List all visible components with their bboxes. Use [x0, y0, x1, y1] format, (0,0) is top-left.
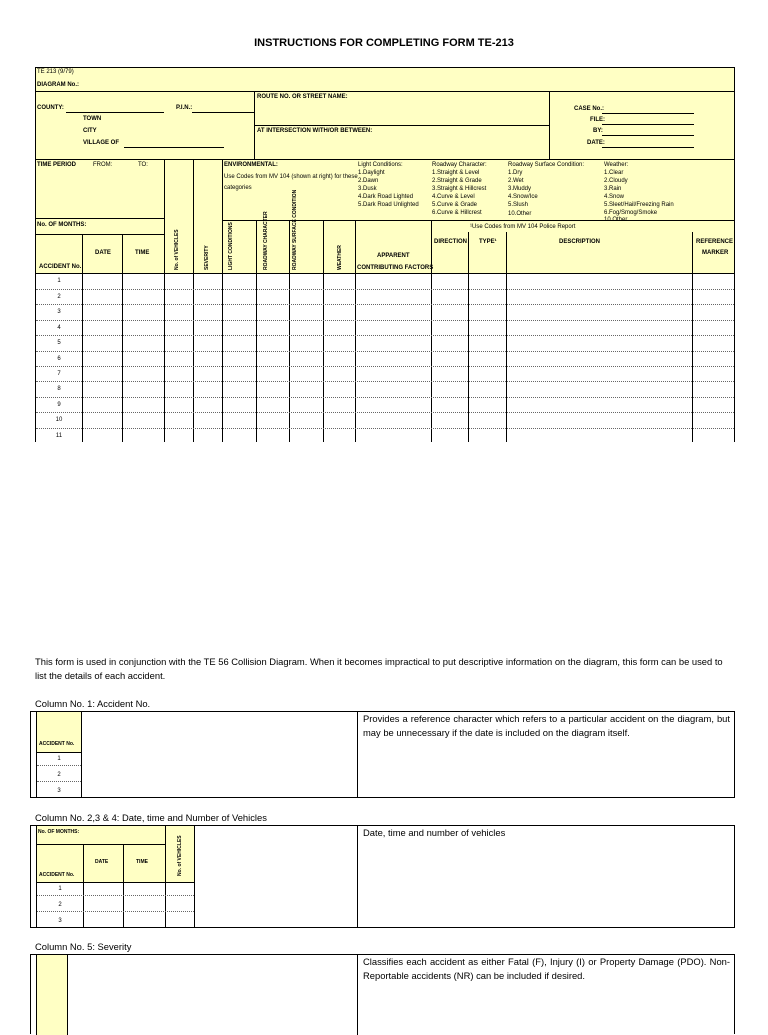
weather-title: Weather: [604, 162, 629, 168]
section-description: Date, time and number of vehicles [363, 827, 506, 838]
severity-mini [36, 955, 68, 1035]
diagram-no-label: DIAGRAM No.: [37, 82, 79, 88]
case-no-label: CASE No.: [574, 106, 604, 112]
col-time: TIME [135, 250, 150, 256]
col-light: LIGHT CONDITIONS [228, 222, 234, 270]
env-note-1: Use Codes from MV 104 (shown at right) for these [224, 174, 358, 180]
mini-accident-label: ACCIDENT No. [39, 741, 75, 747]
row-number: 1 [57, 278, 61, 284]
light-item: 4.Dark Road Lighted [358, 194, 414, 200]
col-type: TYPE¹ [479, 239, 497, 245]
road-item: 2.Straight & Grade [432, 178, 482, 184]
row-number: 2 [57, 772, 61, 778]
col-surface: ROADWAY SURFACE CONDITION [292, 189, 298, 270]
file-label: FILE: [590, 117, 605, 123]
col-weather: WEATHER [337, 245, 343, 270]
row-number: 7 [57, 371, 61, 377]
surface-item: 5.Slush [508, 202, 529, 208]
road-item: 3.Straight & Hillcrest [432, 186, 487, 192]
section-heading: Column No. 5: Severity [35, 941, 132, 952]
form-rows [36, 273, 734, 442]
by-label: BY: [593, 128, 603, 134]
roadway-character-title: Roadway Character: [432, 162, 487, 168]
row-number: 4 [57, 325, 61, 331]
intro-paragraph: This form is used in conjunction with the TE 56 Collision Diagram. When it becomes impractical to put descriptive information on the diagram, this form can be used to list the details of each accident. [35, 656, 723, 681]
surface-item: 10.Other [508, 211, 532, 217]
form-id: TE 213 (9/79) [37, 69, 74, 75]
env-note-2: categories [224, 185, 252, 191]
light-item: 3.Dusk [358, 186, 377, 192]
surface-condition-title: Roadway Surface Condition: [508, 162, 585, 168]
light-item: 5.Dark Road Unlighted [358, 202, 419, 208]
page-title: INSTRUCTIONS FOR COMPLETING FORM TE-213 [254, 37, 514, 49]
row-number: 6 [57, 356, 61, 362]
col-reference-1: REFERENCE [696, 239, 734, 245]
row-number: 1 [57, 756, 61, 762]
section-1-box [30, 711, 735, 798]
weather-item: 10.Other [604, 217, 628, 223]
city-label: CITY [83, 128, 97, 134]
section-description: Provides a reference character which refers to a particular accident on the diagram, but may be unnecessary if the date is included on the diagram itself. [363, 713, 730, 738]
col-vehicles: No. of VEHICLES [174, 229, 180, 270]
row-number: 3 [58, 918, 62, 924]
road-item: 6.Curve & Hillcrest [432, 210, 482, 216]
row-number: 2 [58, 902, 62, 908]
section-3-box [30, 954, 735, 1034]
row-number: 5 [57, 340, 61, 346]
section-heading: Column No. 2,3 & 4: Date, time and Number of Vehicles [35, 812, 267, 823]
row-number: 3 [57, 788, 61, 794]
weather-item: 5.Sleet/Hail/Freezing Rain [604, 202, 674, 208]
row-number: 1 [58, 886, 62, 892]
surface-item: 3.Muddy [508, 186, 532, 192]
surface-item: 4.Snow/Ice [508, 194, 538, 200]
road-item: 4.Curve & Level [432, 194, 475, 200]
col-apparent-1: APPARENT [377, 253, 410, 259]
route-label: ROUTE NO. OR STREET NAME: [257, 94, 348, 100]
light-item: 2.Dawn [358, 178, 379, 184]
accident-no-mini [36, 712, 82, 797]
no-of-months-label: No. OF MONTHS: [37, 222, 87, 228]
codes-note: ¹Use Codes from MV 104 Police Report [470, 224, 576, 230]
light-item: 1.Daylight [358, 170, 385, 176]
mini-time-label: TIME [136, 859, 148, 865]
row-number: 10 [55, 417, 63, 423]
town-label: TOWN [83, 116, 102, 122]
row-number: 9 [57, 402, 61, 408]
weather-item: 6.Fog/Smog/Smoke [604, 210, 658, 216]
weather-item: 4.Snow [604, 194, 625, 200]
village-label: VILLAGE OF [83, 140, 119, 146]
surface-item: 1.Dry [508, 170, 523, 176]
road-item: 1.Straight & Level [432, 170, 480, 176]
col-direction: DIRECTION [434, 239, 467, 245]
col-date: DATE [95, 250, 111, 256]
weather-item: 3.Rain [604, 186, 622, 192]
col-accident-no: ACCIDENT No. [39, 264, 82, 270]
pin-label: P.I.N.: [176, 105, 193, 111]
date-label: DATE: [587, 140, 605, 146]
date-time-mini [36, 826, 195, 927]
weather-item: 1.Clear [604, 170, 624, 176]
row-number: 8 [57, 386, 61, 392]
section-heading: Column No. 1: Accident No. [35, 698, 151, 709]
from-label: FROM: [93, 162, 113, 168]
mini-vehicles-label: No. of VEHICLES [177, 835, 183, 876]
county-label: COUNTY: [37, 105, 64, 111]
section-2-box [30, 825, 735, 928]
mini-months-label: No. OF MONTHS: [38, 829, 80, 835]
col-severity: SEVERITY [204, 245, 210, 270]
col-roadway: ROADWAY CHARACTER [263, 211, 269, 270]
col-apparent-2: CONTRIBUTING FACTORS [357, 265, 434, 271]
to-label: TO: [138, 162, 148, 168]
section-description: Classifies each accident as either Fatal (F), Injury (I) or Property Damage (PDO). Non-Reportable accidents (NR) can be included if desired. [363, 956, 730, 981]
environmental-label: ENVIRONMENTAL: [224, 162, 278, 168]
time-period-label: TIME PERIOD [37, 162, 77, 168]
col-reference-2: MARKER [702, 250, 729, 256]
surface-item: 2.Wet [508, 178, 524, 184]
row-number: 11 [55, 433, 63, 439]
weather-item: 2.Cloudy [604, 178, 628, 184]
road-item: 5.Curve & Grade [432, 202, 478, 208]
row-number: 3 [57, 309, 61, 315]
intersection-label: AT INTERSECTION WITH/OR BETWEEN: [257, 128, 373, 134]
light-conditions-title: Light Conditions: [358, 162, 403, 168]
col-description: DESCRIPTION [559, 239, 601, 245]
row-number: 2 [57, 294, 61, 300]
mini-date-label: DATE [95, 859, 109, 865]
mini-accident-label: ACCIDENT No. [39, 872, 75, 878]
form-te213 [35, 67, 735, 442]
